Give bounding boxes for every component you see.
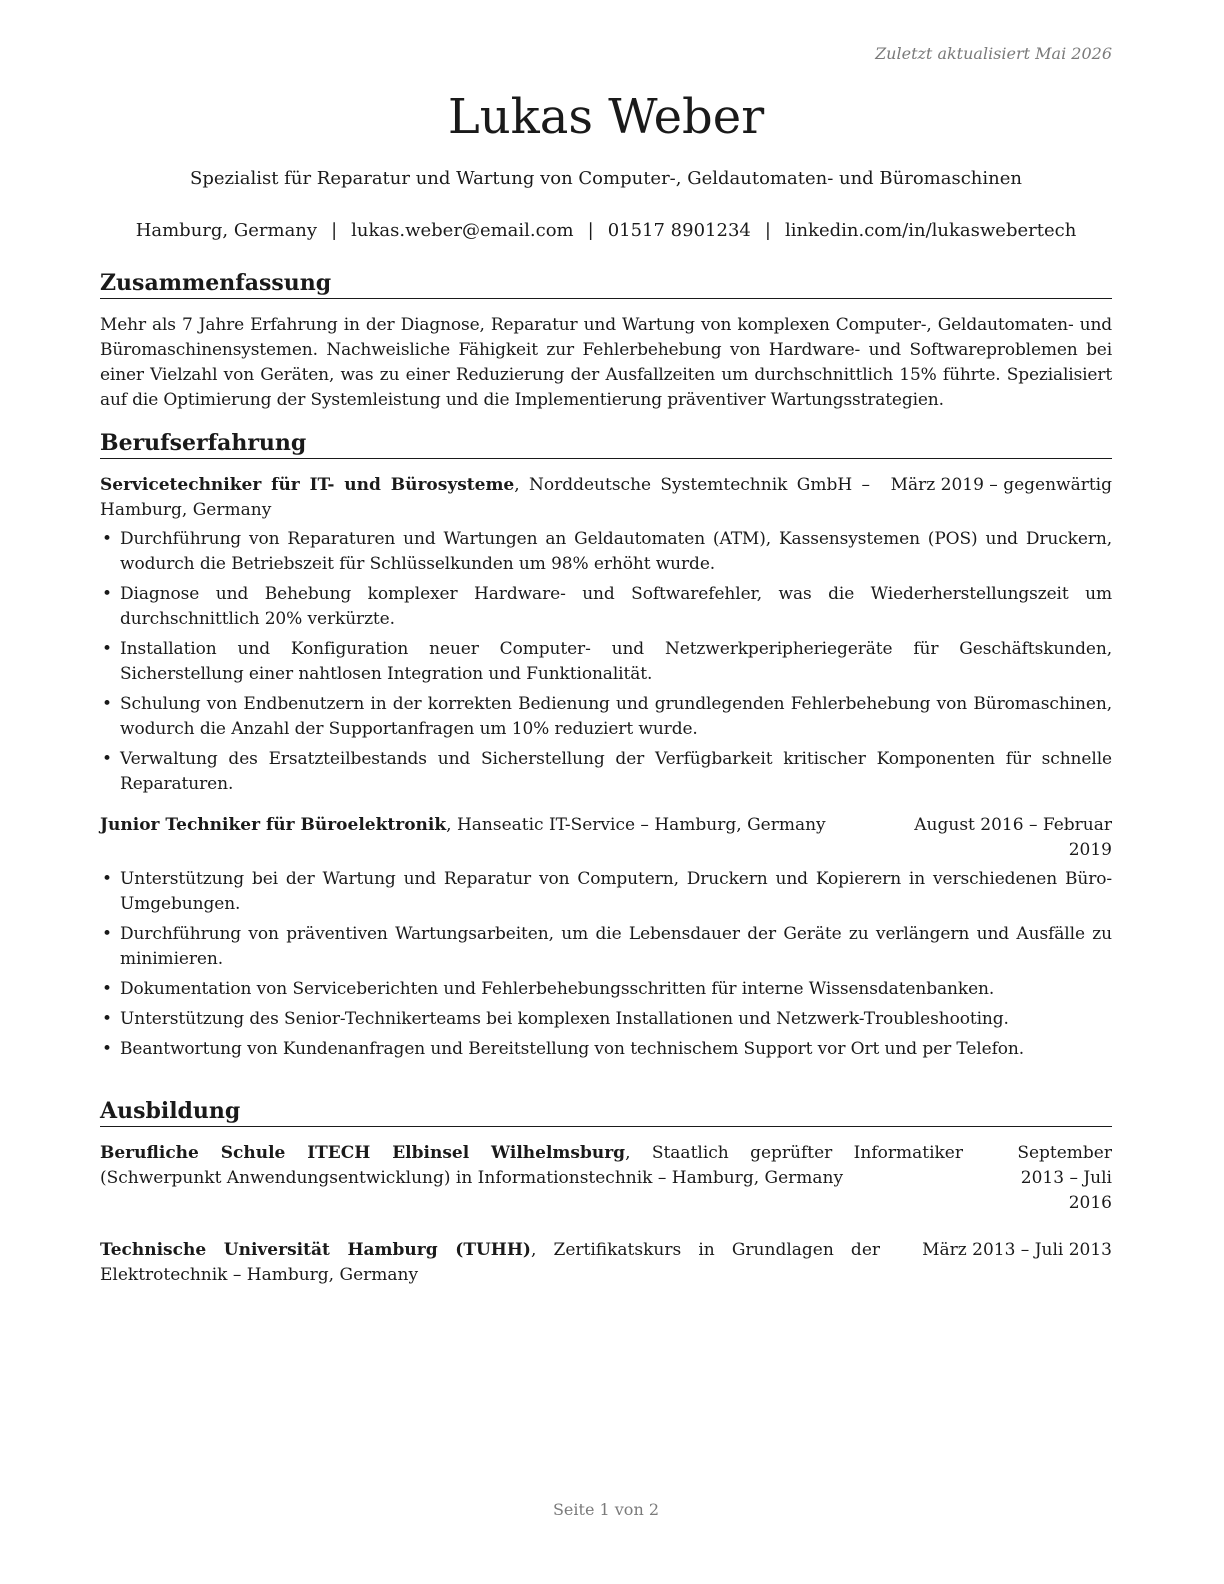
contact-location: Hamburg, Germany xyxy=(135,220,318,241)
list-item: • Dokumentation von Serviceberichten und Fehlerbehebungsschritten für interne Wissensdatenbanken. xyxy=(100,977,1112,1002)
bullet-icon: • xyxy=(102,979,112,999)
education-school: Berufliche Schule ITECH Elbinsel Wilhelmsburg xyxy=(100,1143,626,1163)
bullet-icon: • xyxy=(102,924,112,944)
education-header xyxy=(100,1141,1112,1216)
experience-title: Berufserfahrung xyxy=(100,430,1112,459)
job-role: Junior Techniker für Büroelektronik xyxy=(100,815,447,835)
education-dates: September 2013 – Juli 2016 xyxy=(1017,1143,1112,1213)
summary-text: Mehr als 7 Jahre Erfahrung in der Diagnose, Reparatur und Wartung von komplexen Computer-, Geldautomaten- und Büromaschinensystemen. Nachweisliche Fähigkeit zur Fehlerbehebung von Hardware- und Softwareproblemen bei einer Vielzahl von Geräten, was zu einer Reduzierung der Ausfallzeiten um durchschnittlich 15% führte. Spezialisiert auf die Optimierung der Systemleistung und die Implementierung präventiver Wartungsstrategien. xyxy=(100,315,1112,410)
list-item: • Durchführung von präventiven Wartungsarbeiten, um die Lebensdauer der Geräte zu verlängern und Ausfälle zu minimieren. xyxy=(102,924,1112,969)
last-updated: Zuletzt aktualisiert Mai 2026 xyxy=(875,44,1112,63)
contact-separator: | xyxy=(587,220,594,241)
job-header xyxy=(100,473,1112,523)
job-title-line xyxy=(100,813,877,838)
contact-separator: | xyxy=(764,220,771,241)
bullet-icon: • xyxy=(102,749,112,769)
job-company: , Norddeutsche Systemtechnik GmbH – Hamburg, Germany xyxy=(100,475,870,520)
page-number: Seite 1 von 2 xyxy=(552,1500,660,1519)
list-item: • Unterstützung bei der Wartung und Reparatur von Computern, Druckern und Kopierern in verschiedenen Büro-Umgebungen. xyxy=(102,869,1112,914)
bullet-icon: • xyxy=(102,694,112,714)
candidate-name: Lukas Weber xyxy=(447,89,765,145)
education-school: Technische Universität Hamburg (TUHH) xyxy=(100,1240,531,1260)
education-entry xyxy=(100,1141,1112,1216)
job-bullets xyxy=(100,527,1112,797)
job-title-line xyxy=(100,473,884,523)
education-title-line xyxy=(100,1238,894,1288)
education-section xyxy=(100,1098,1112,1288)
contact-email[interactable]: lukas.weber@email.com xyxy=(351,220,574,241)
experience-section xyxy=(100,430,1112,1067)
list-item: • Installation und Konfiguration neuer Computer- und Netzwerkperipheriegeräte für Geschäftskunden, Sicherstellung einer nahtlosen Integration und Funktionalität. xyxy=(102,639,1112,684)
job-role: Servicetechniker für IT- und Bürosysteme xyxy=(100,475,515,495)
job-company: , Hanseatic IT-Service – Hamburg, Germany xyxy=(446,815,826,835)
bullet-icon: • xyxy=(102,639,112,659)
list-item: • Unterstützung des Senior-Technikerteams bei komplexen Installationen und Netzwerk-Troubleshooting. xyxy=(100,1007,1112,1032)
job-entry xyxy=(100,813,1112,1062)
bullet-icon: • xyxy=(102,529,112,549)
list-item: • Verwaltung des Ersatzteilbestands und Sicherstellung der Verfügbarkeit kritischer Komponenten für schnelle Reparaturen. xyxy=(102,749,1112,794)
contact-line xyxy=(100,218,1112,244)
bullet-icon: • xyxy=(102,1009,112,1029)
education-dates: März 2013 – Juli 2013 xyxy=(922,1240,1112,1260)
education-title-line xyxy=(100,1141,977,1191)
job-dates: August 2016 – Februar 2019 xyxy=(914,815,1112,860)
list-item: • Beantwortung von Kundenanfragen und Bereitstellung von technischem Support vor Ort und per Telefon. xyxy=(100,1037,1112,1062)
contact-separator: | xyxy=(331,220,338,241)
list-item: • Durchführung von Reparaturen und Wartungen an Geldautomaten (ATM), Kassensystemen (POS) und Druckern, wodurch die Betriebszeit für Schlüsselkunden um 98% erhöht wurde. xyxy=(102,529,1112,574)
education-title: Ausbildung xyxy=(100,1098,1112,1127)
contact-linkedin[interactable]: linkedin.com/in/lukaswebertech xyxy=(784,220,1077,241)
job-dates: März 2019 – gegenwärtig xyxy=(890,475,1112,495)
education-details: , Staatlich geprüfter Informatiker (Schwerpunkt Anwendungsentwicklung) in Informationstechnik – Hamburg, Germany xyxy=(100,1143,963,1188)
summary-title: Zusammenfassung xyxy=(100,270,1112,299)
bullet-icon: • xyxy=(102,869,112,889)
bullet-icon: • xyxy=(102,1039,112,1059)
summary-section xyxy=(100,270,1112,413)
contact-phone[interactable]: 01517 8901234 xyxy=(607,220,751,241)
list-item: • Schulung von Endbenutzern in der korrekten Bedienung und grundlegenden Fehlerbehebung von Büromaschinen, wodurch die Anzahl der Supportanfragen um 10% reduziert wurde. xyxy=(102,694,1112,739)
job-entry xyxy=(100,473,1112,797)
job-header xyxy=(100,813,1112,863)
list-item: • Diagnose und Behebung komplexer Hardware- und Softwarefehler, was die Wiederherstellungszeit um durchschnittlich 20% verkürzte. xyxy=(102,584,1112,629)
bullet-icon: • xyxy=(102,584,112,604)
job-bullets xyxy=(100,867,1112,1062)
education-header xyxy=(100,1238,1112,1288)
resume-page xyxy=(100,0,1112,1584)
education-entry xyxy=(100,1238,1112,1288)
candidate-subtitle: Spezialist für Reparatur und Wartung von Computer-, Geldautomaten- und Büromaschinen xyxy=(190,168,1022,189)
education-details: , Zertifikatskurs in Grundlagen der Elektrotechnik – Hamburg, Germany xyxy=(100,1240,881,1285)
